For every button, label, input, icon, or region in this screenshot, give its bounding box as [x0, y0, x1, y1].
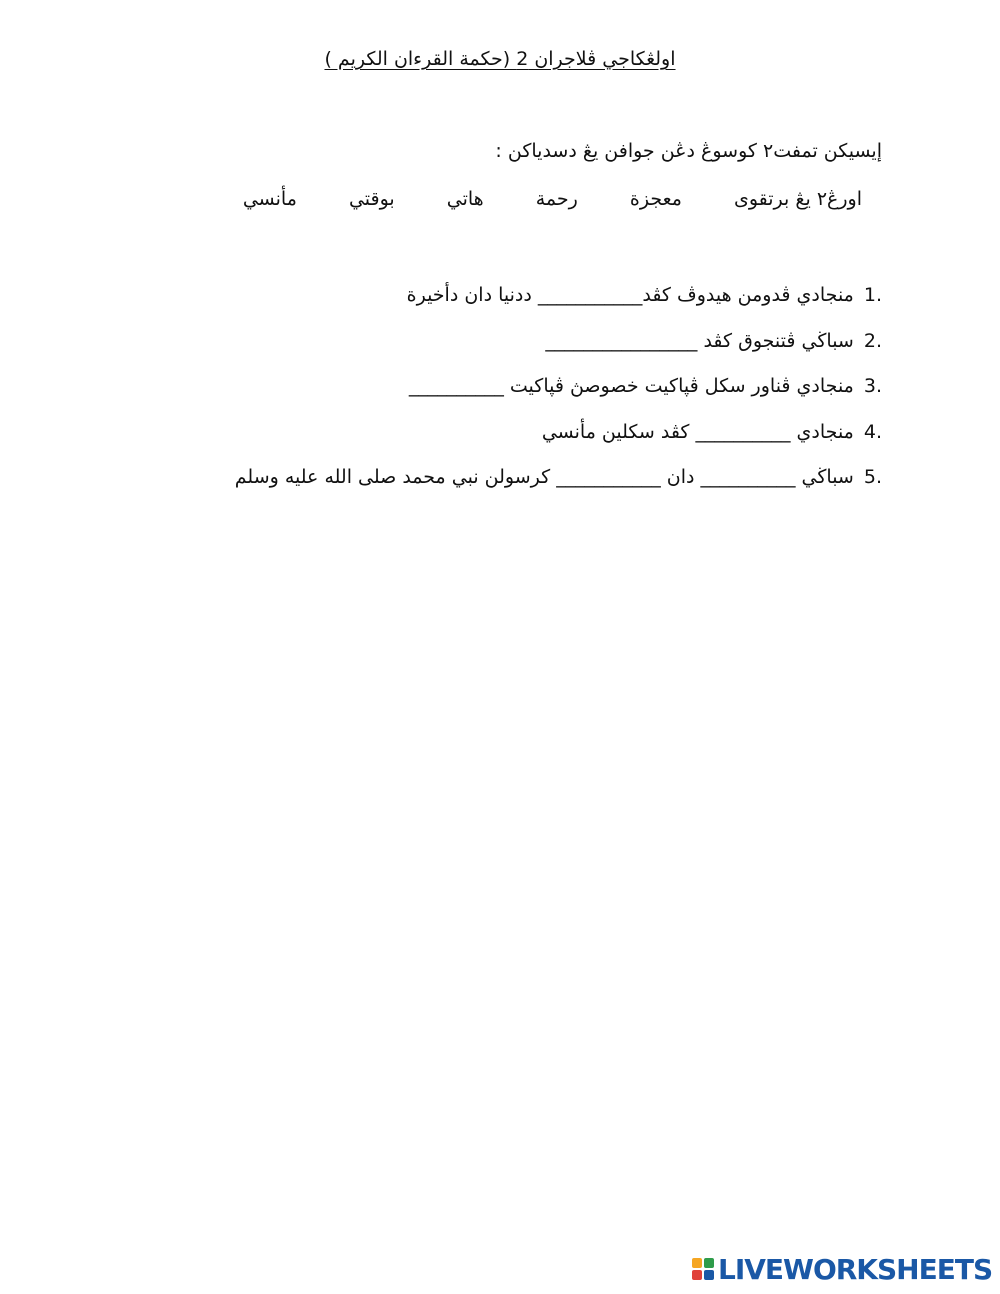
word-bank-item: رحمة	[535, 188, 578, 210]
question-5	[235, 466, 882, 488]
logo-text: LIVEWORKSHEETS	[718, 1252, 993, 1286]
liveworksheets-logo	[692, 1252, 992, 1286]
word-bank-item: اورڠ٢ يڠ برتقوى	[733, 188, 862, 210]
logo-square-icon	[704, 1270, 714, 1280]
question-3	[409, 375, 882, 397]
question-number: .3	[863, 375, 882, 397]
word-bank-item: هاتي	[446, 188, 484, 210]
logo-square-icon	[692, 1258, 702, 1268]
word-bank-item: بوقتي	[348, 188, 395, 210]
question-number: .4	[863, 421, 882, 443]
instruction-text: إيسيكن تمفت٢ كوسوڠ دڠن جوافن يڠ دسدياكن :	[495, 140, 882, 162]
page-title	[0, 48, 1000, 70]
logo-square-icon	[692, 1270, 702, 1280]
question-text[interactable]: سباڬي __________ دان ___________ كرسولن نبي محمد صلى الله عليه وسلم	[234, 466, 854, 488]
logo-square-icon	[704, 1258, 714, 1268]
question-4	[542, 421, 882, 443]
question-number: .5	[863, 466, 882, 488]
word-bank-item: معجزة	[629, 188, 682, 210]
page-title-text: اولڠكاجي ڤلاجران 2 (حكمة القرءان الكريم )	[324, 48, 676, 70]
question-number: .2	[863, 330, 882, 352]
logo-grid-icon	[692, 1258, 714, 1280]
question-2	[545, 330, 882, 352]
question-text[interactable]: سباڬي ڤتنجوق كڤد ________________	[545, 330, 854, 352]
question-number: .1	[863, 284, 882, 306]
word-bank-item: مأنسي	[242, 188, 297, 210]
question-1	[407, 284, 882, 306]
question-text[interactable]: منجادي ڤناور سكل ڤپاكيت خصوصڽ ڤپاكيت __________	[408, 375, 854, 397]
question-text[interactable]: منجادي __________ كڤد سكلين مأنسي	[541, 421, 854, 443]
question-text[interactable]: منجادي ڤدومن هيدوڤ كڤد___________ ددنيا دان دأخيرة	[406, 284, 854, 306]
word-bank	[243, 188, 862, 210]
